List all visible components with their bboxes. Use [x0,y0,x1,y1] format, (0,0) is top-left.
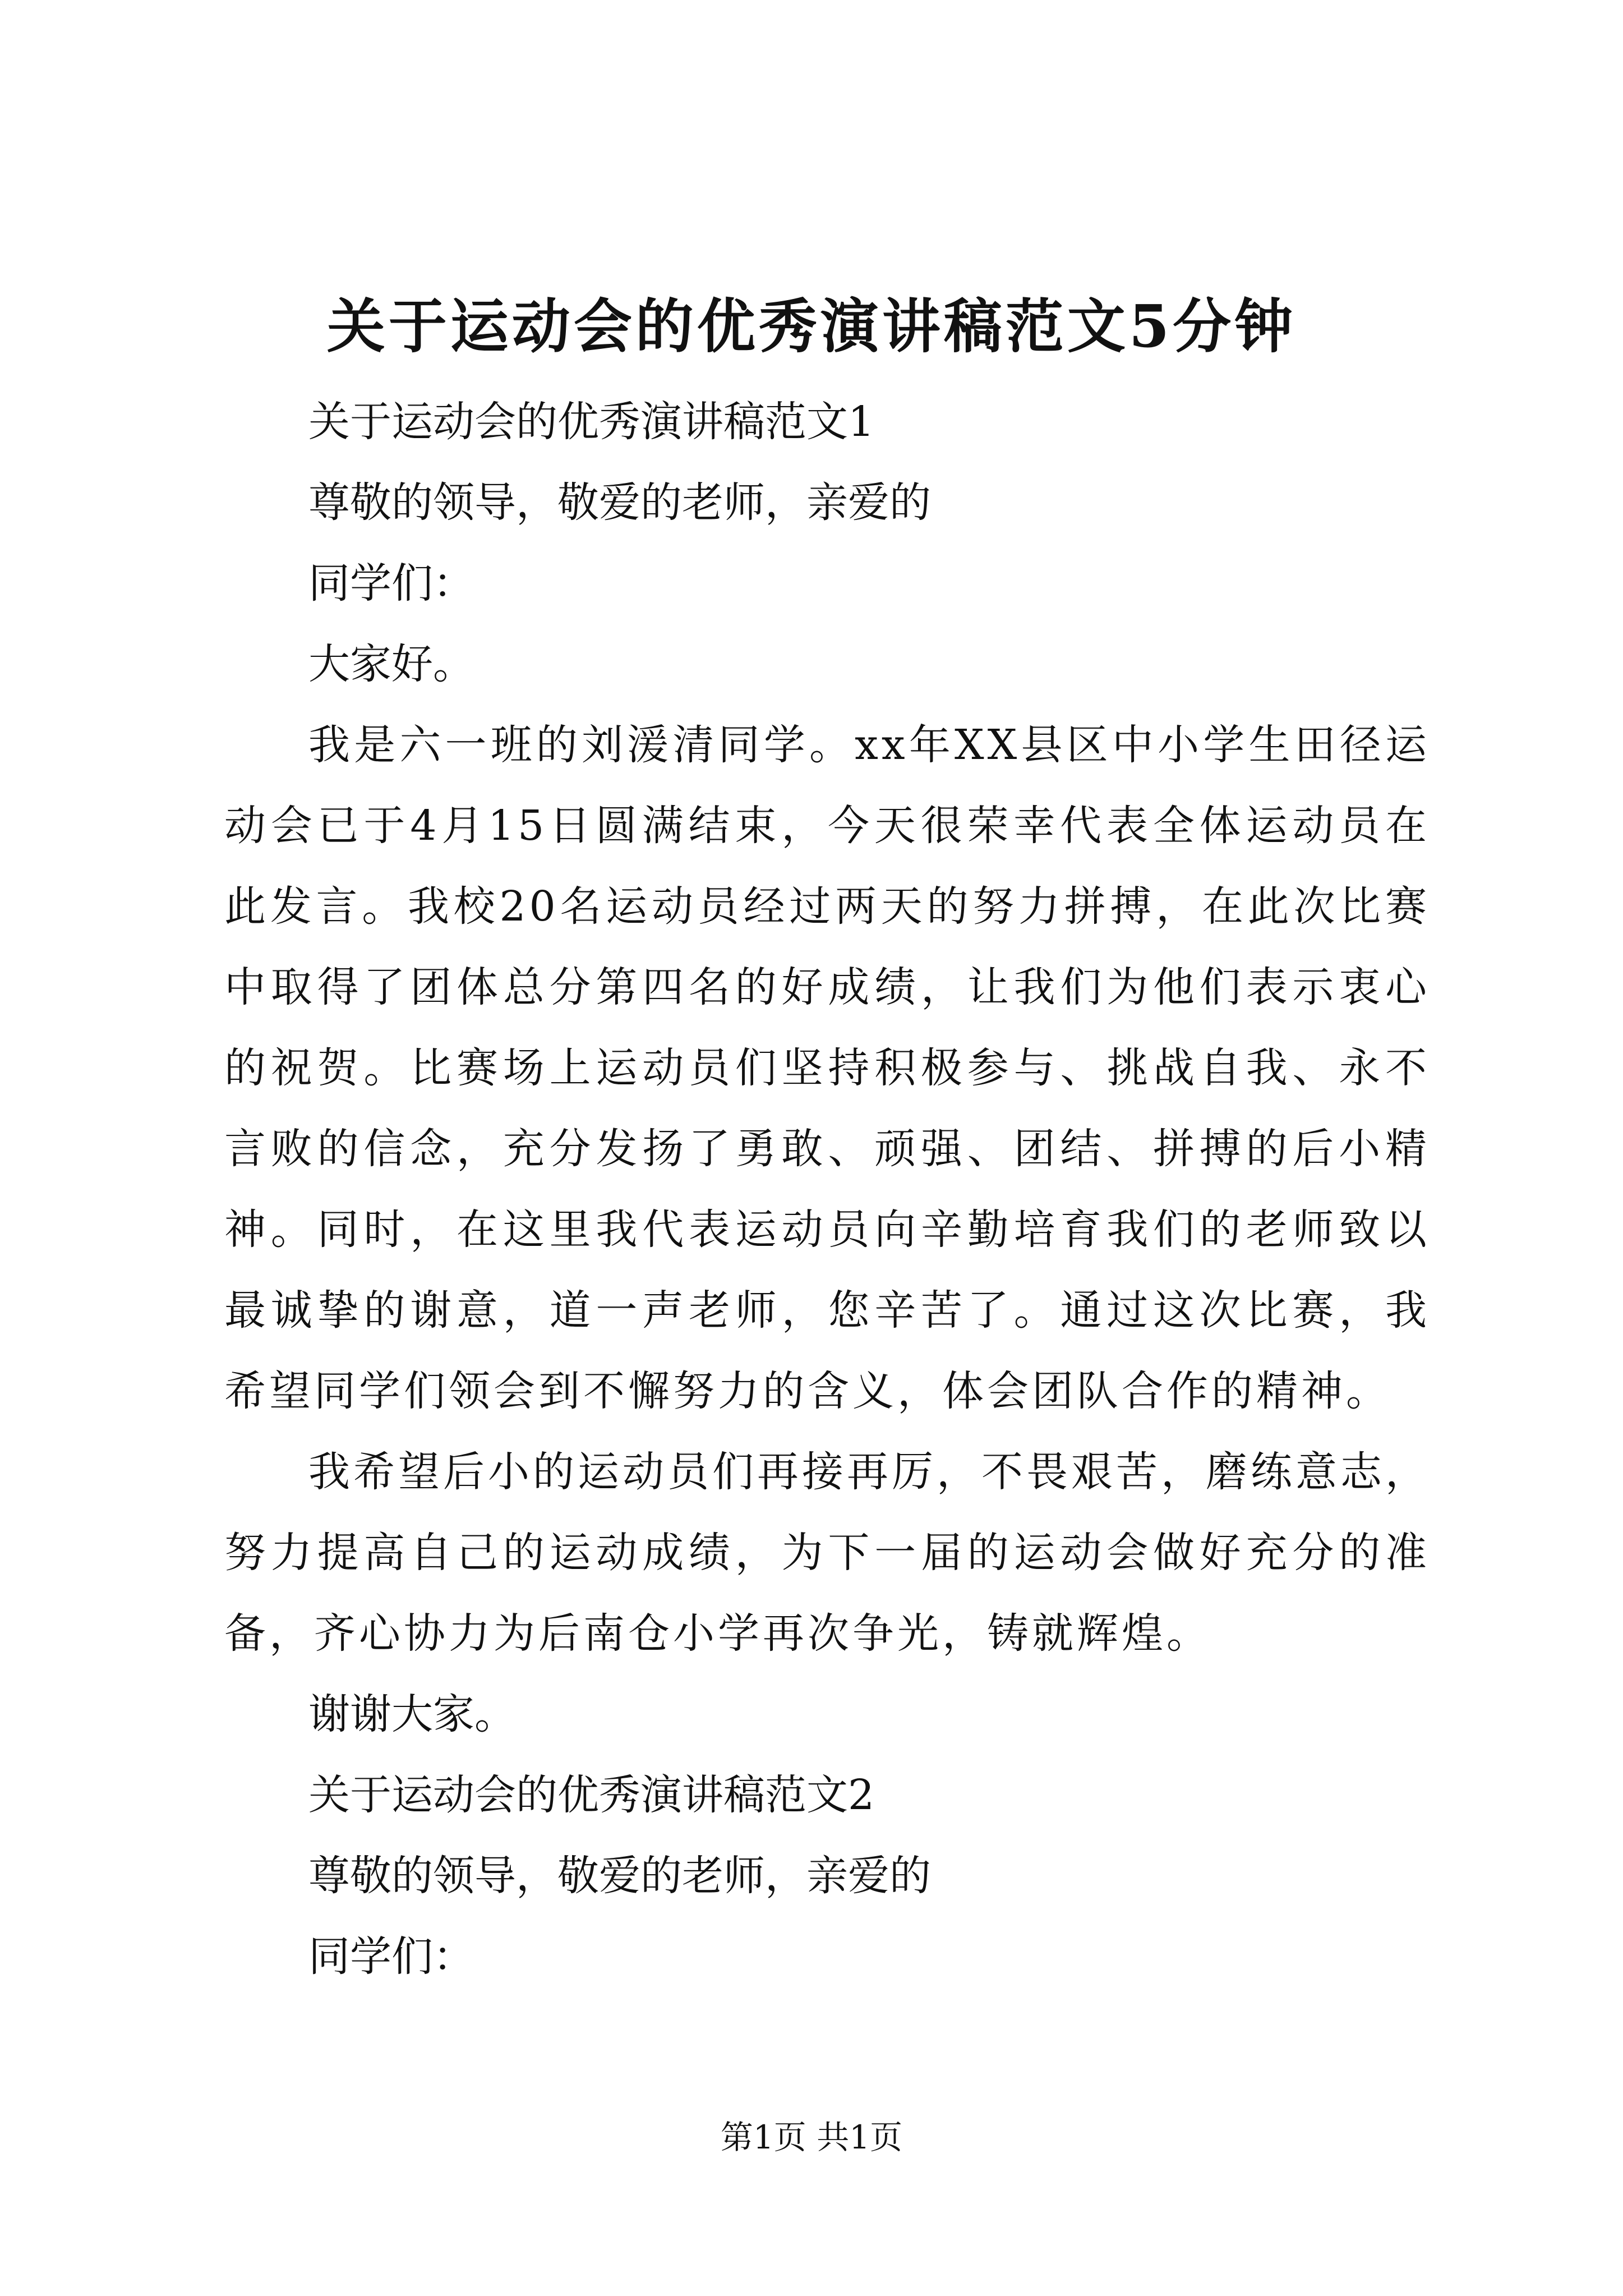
section-1-salutation: 尊敬的领导，敬爱的老师，亲爱的 [308,478,931,527]
section-1-salutation-cont: 同学们： [308,559,474,608]
section-1-paragraph-1: 我是六一班的刘湲清同学。xx年XX县区中小学生田径运动会已于4月15日圆满结束，今天很荣幸代表全体运动员在此发言。我校20名运动员经过两天的努力拼搏，在此次比赛中取得了团体总分第四名的好成绩，让我们为他们表示衷心的祝贺。比赛场上运动员们坚持积极参与、挑战自我、永不言败的信念，充分发扬了勇敢、顽强、团结、拼搏的后小精神。同时，在这里我代表运动员向辛勤培育我们的老师致以最诚挚的谢意，道一声老师，您辛苦了。通过这次比赛，我希望同学们领会到不懈努力的含义，体会团队合作的精神。 [224,721,1430,1415]
section-1-closing: 谢谢大家。 [308,1690,516,1738]
section-1-heading: 关于运动会的优秀演讲稿范文1 [308,398,875,446]
section-2-heading: 关于运动会的优秀演讲稿范文2 [308,1771,875,1819]
section-2-salutation: 尊敬的领导，敬爱的老师，亲爱的 [308,1852,931,1900]
section-1-greeting: 大家好。 [308,640,474,688]
section-1-paragraph-2: 我希望后小的运动员们再接再厉，不畏艰苦，磨练意志，努力提高自己的运动成绩，为下一届的运动会做好充分的准备，齐心协力为后南仓小学再次争光，铸就辉煌。 [224,1448,1430,1658]
document-title: 关于运动会的优秀演讲稿范文5分钟 [326,292,1297,361]
document-body [224,381,1430,1997]
page-footer: 第1页 共1页 [720,2118,903,2156]
section-2-salutation-cont: 同学们： [308,1932,474,1981]
